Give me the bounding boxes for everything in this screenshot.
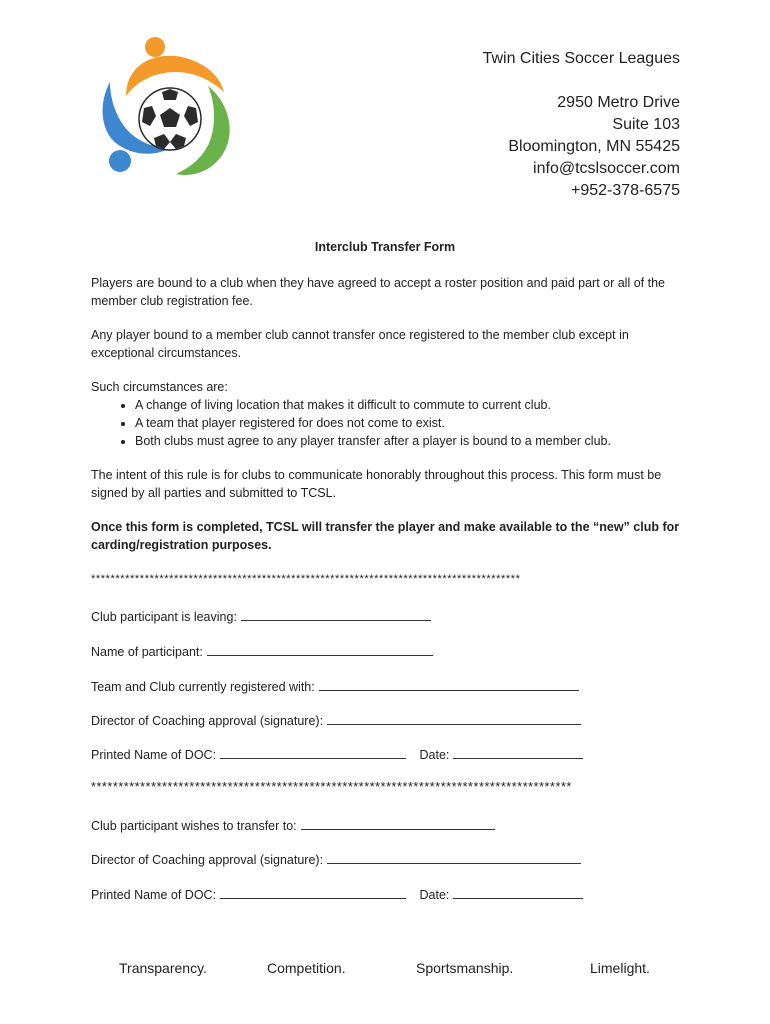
signature-blank[interactable] [241,608,431,621]
field-label: Director of Coaching approval (signature): [91,714,324,728]
field-transfer-to[interactable] [91,817,495,833]
form-title: Interclub Transfer Form [314,240,456,254]
org-contact-block [483,48,680,202]
field-label: Name of participant: [91,645,203,659]
list-item: • A change of living location that makes it difficult to commute to current club. [135,396,687,414]
field-team-club[interactable] [91,678,579,694]
circumstances-list [91,396,687,450]
field-printed-doc-2[interactable] [91,886,583,902]
soccer-ball-icon [139,88,201,150]
field-doc-approval-1[interactable] [91,712,581,728]
field-label: Printed Name of DOC: [91,888,217,902]
field-participant-name[interactable] [91,643,433,659]
field-club-leaving[interactable] [91,608,431,624]
org-city: Bloomington, MN 55425 [508,138,680,155]
separator-line: **************************************************************************************** [91,780,572,794]
field-label: Date: [419,888,450,902]
motto-sportsmanship: Sportsmanship. [416,960,514,976]
logo-orange-head [145,37,165,57]
signature-blank[interactable] [301,817,495,830]
motto-competition: Competition. [267,960,346,976]
field-label: Printed Name of DOC: [91,748,217,762]
separator-line: **************************************************************************************** [91,573,521,585]
field-label: Director of Coaching approval (signature): [91,853,324,867]
date-blank[interactable] [453,886,583,899]
org-address-line1: 2950 Metro Drive [557,94,680,111]
org-address-line2: Suite 103 [612,116,680,133]
logo-blue-head [109,150,131,172]
org-email: info@tcslsoccer.com [533,160,680,177]
field-label: Club participant is leaving: [91,610,237,624]
paragraph-transfer-rule: Any player bound to a member club cannot transfer once registered to the member club except in exceptional circumstances. [91,328,629,360]
paragraph-intent: The intent of this rule is for clubs to communicate honorably throughout this process. This form must be signed by all parties and submitted to TCSL. [91,468,662,500]
signature-blank[interactable] [327,851,581,864]
motto-transparency: Transparency. [119,960,207,976]
paragraph-bound: Players are bound to a club when they have agreed to accept a roster position and paid part or all of the member club registration fee. [91,276,665,308]
paragraph-completion-note: Once this form is completed, TCSL will transfer the player and make available to the “new” club for carding/registration purposes. [91,520,680,552]
signature-blank[interactable] [220,746,406,759]
signature-blank[interactable] [319,678,579,691]
date-blank[interactable] [453,746,583,759]
circumstances-intro: Such circumstances are: [91,380,228,394]
signature-blank[interactable] [327,712,581,725]
org-phone: +952-378-6575 [571,182,680,199]
field-label: Team and Club currently registered with: [91,680,315,694]
org-name: Twin Cities Soccer Leagues [482,50,680,67]
motto-limelight: Limelight. [590,960,650,976]
field-printed-doc-1[interactable] [91,746,583,762]
field-label: Club participant wishes to transfer to: [91,819,297,833]
field-doc-approval-2[interactable] [91,851,581,867]
list-item: • A team that player registered for does not come to exist. [135,414,687,432]
field-label: Date: [419,748,450,762]
tcsl-logo [96,34,246,179]
signature-blank[interactable] [220,886,406,899]
form-body [91,274,687,588]
signature-blank[interactable] [207,643,433,656]
list-item: • Both clubs must agree to any player transfer after a player is bound to a member club. [135,432,687,450]
